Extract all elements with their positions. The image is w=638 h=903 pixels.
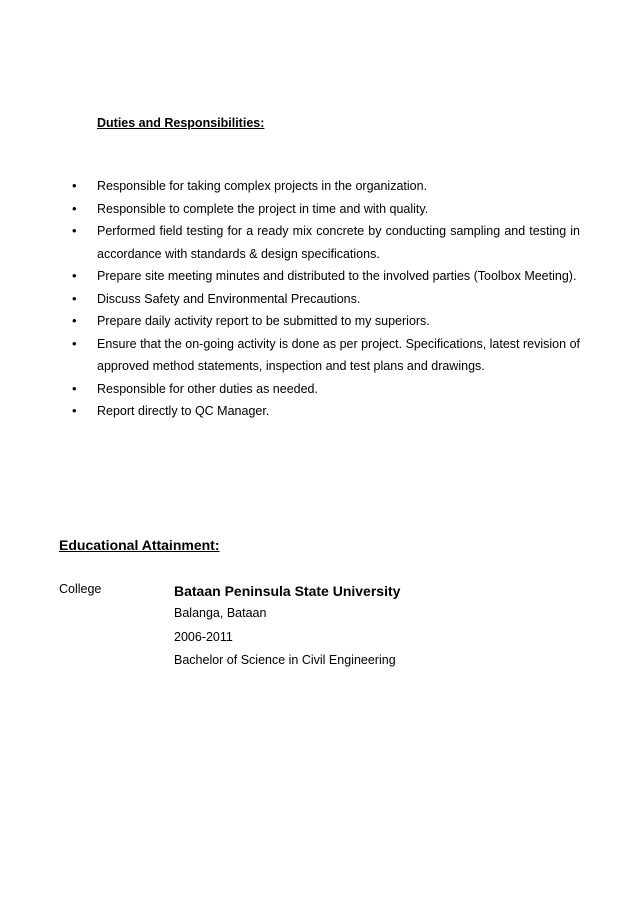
school-years: 2006-2011 — [174, 629, 233, 644]
list-item — [60, 198, 580, 221]
duty-text: Performed field testing for a ready mix concrete by conducting sampling and testing in accordance with standards & design specifications. — [97, 224, 580, 261]
duties-list — [60, 175, 580, 423]
duty-text: Responsible for taking complex projects in the organization. — [97, 179, 428, 193]
duty-text: Prepare site meeting minutes and distributed to the involved parties (Toolbox Meeting). — [97, 269, 577, 283]
list-item — [60, 265, 580, 288]
bullet-icon: • — [72, 403, 77, 418]
school-name: Bataan Peninsula State University — [174, 583, 401, 599]
duty-text: Discuss Safety and Environmental Precautions. — [97, 291, 361, 306]
bullet-icon: • — [72, 335, 77, 351]
duty-text: Prepare daily activity report to be submitted to my superiors. — [97, 314, 430, 328]
degree: Bachelor of Science in Civil Engineering — [174, 653, 396, 667]
list-item — [60, 220, 580, 265]
education-heading: Educational Attainment: — [59, 537, 220, 553]
duty-text: Ensure that the on-going activity is done as per project. Specifications, latest revision of approved method statements, inspection and test plans and drawings. — [97, 336, 580, 373]
duties-heading: Duties and Responsibilities: — [97, 116, 265, 130]
list-item — [60, 400, 580, 423]
bullet-icon: • — [72, 290, 77, 306]
list-item — [60, 175, 580, 198]
bullet-icon: • — [72, 268, 77, 283]
list-item — [60, 378, 580, 401]
school-location: Balanga, Bataan — [174, 606, 267, 620]
list-item — [60, 333, 580, 378]
bullet-icon: • — [72, 380, 77, 396]
bullet-icon: • — [72, 223, 77, 238]
education-details — [174, 580, 400, 673]
list-item — [60, 288, 580, 311]
duty-text: Responsible to complete the project in time and with quality. — [97, 201, 429, 216]
bullet-icon: • — [72, 313, 77, 328]
bullet-icon: • — [72, 178, 77, 193]
duty-text: Report directly to QC Manager. — [97, 404, 270, 418]
list-item — [60, 310, 580, 333]
bullet-icon: • — [72, 200, 77, 216]
duty-text: Responsible for other duties as needed. — [97, 381, 318, 396]
education-level: College — [59, 582, 102, 596]
